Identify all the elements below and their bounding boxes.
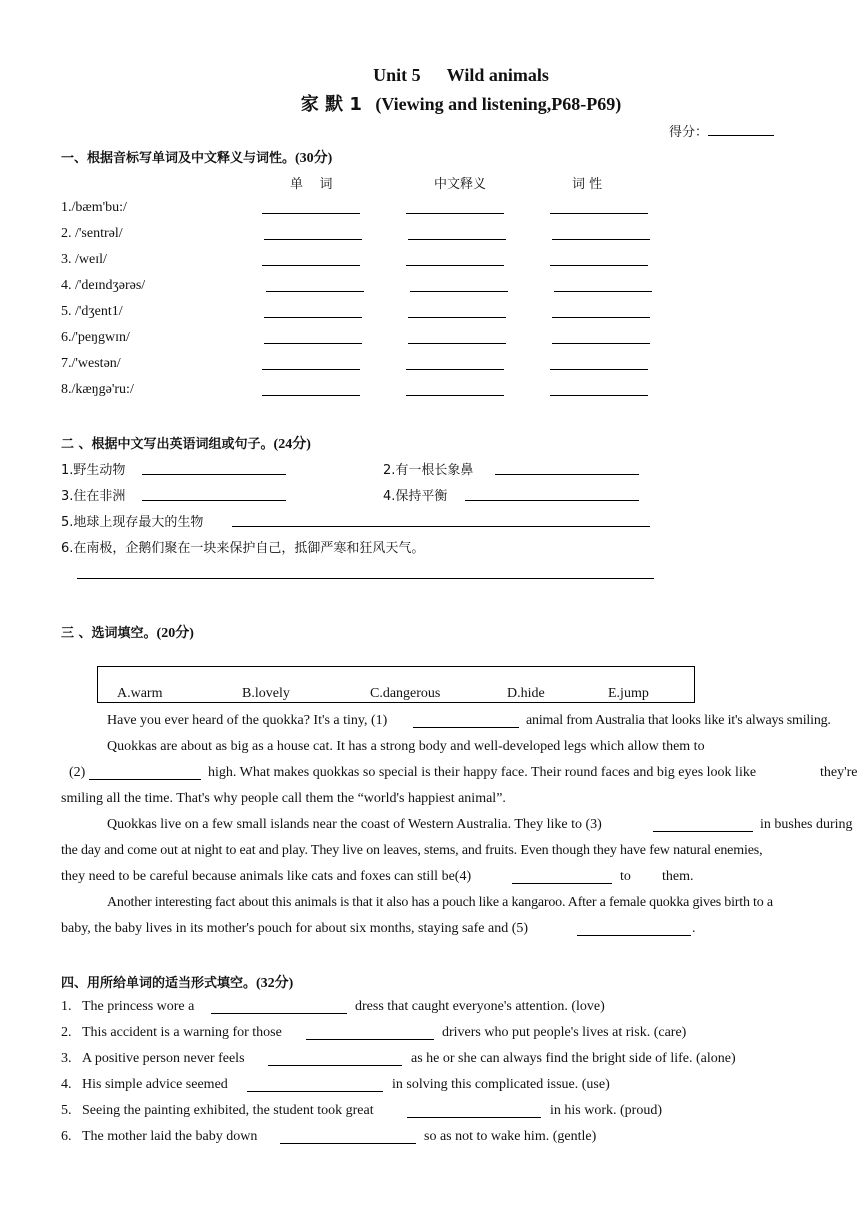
section3-title-text: 三 、选词填空。 xyxy=(61,626,157,641)
section3-title xyxy=(61,622,194,642)
question-number: 2. xyxy=(61,1025,72,1040)
passage-text: they need to be careful because animals like cats and foxes can still be(4) xyxy=(61,869,472,884)
cn-item: 6.在南极，企鹅们聚在一块来保护自己，抵御严寒和狂风天气。 xyxy=(61,541,425,556)
col-word-header: 单 词 xyxy=(290,177,333,192)
section2-points: (24分) xyxy=(273,437,311,452)
phonetic-item: 1./bæm'bu:/ xyxy=(61,200,127,215)
score-field xyxy=(669,121,774,140)
phonetic-item: 6./'peŋgwɪn/ xyxy=(61,330,130,345)
meaning-blank[interactable] xyxy=(408,239,506,240)
word-blank[interactable] xyxy=(262,395,360,396)
question-text: in solving this complicated issue. (use) xyxy=(392,1077,610,1092)
pos-blank[interactable] xyxy=(552,239,650,240)
section3-points: (20分) xyxy=(156,626,194,641)
passage-text: Quokkas live on a few small islands near the coast of Western Australia. They like to (3) xyxy=(107,817,602,832)
answer-blank[interactable] xyxy=(280,1143,416,1144)
word-blank[interactable] xyxy=(266,291,364,292)
section1-title xyxy=(61,147,332,167)
word-blank[interactable] xyxy=(264,317,362,318)
pos-blank[interactable] xyxy=(552,343,650,344)
passage-text: Quokkas are about as big as a house cat. It has a strong body and well-developed legs which allow them to xyxy=(107,739,705,754)
cn-item: 4.保持平衡 xyxy=(383,489,448,504)
meaning-blank[interactable] xyxy=(408,317,506,318)
subtitle-cn: 家 默 1 xyxy=(300,94,362,115)
passage-text: animal from Australia that looks like it's always smiling. xyxy=(526,713,831,728)
answer-blank[interactable] xyxy=(407,1117,541,1118)
answer-blank[interactable] xyxy=(465,500,639,501)
section4-title-text: 四、用所给单词的适当形式填空。 xyxy=(61,976,257,991)
passage-text: . xyxy=(692,921,696,936)
cn-item: 2.有一根长象鼻 xyxy=(383,463,474,478)
pos-blank[interactable] xyxy=(554,291,652,292)
question-text: as he or she can always find the bright side of life. (alone) xyxy=(411,1051,736,1066)
passage-text: to xyxy=(620,869,631,884)
answer-blank[interactable] xyxy=(247,1091,383,1092)
score-label: 得分： xyxy=(669,125,709,140)
answer-blank[interactable] xyxy=(142,474,286,475)
phonetic-item: 3. /weɪl/ xyxy=(61,252,107,267)
answer-blank[interactable] xyxy=(211,1013,347,1014)
phonetic-item: 8./kæŋgə'ru:/ xyxy=(61,382,134,397)
word-option: C.dangerous xyxy=(370,686,441,701)
answer-blank[interactable] xyxy=(142,500,286,501)
unit-label: Unit 5 xyxy=(373,65,421,85)
passage-text: high. What makes quokkas so special is their happy face. Their round faces and big eyes look like xyxy=(208,765,757,780)
word-option: A.warm xyxy=(117,686,163,701)
blank-4[interactable] xyxy=(512,883,612,884)
question-number: 5. xyxy=(61,1103,72,1118)
word-blank[interactable] xyxy=(262,265,360,266)
question-text: so as not to wake him. (gentle) xyxy=(424,1129,597,1144)
word-blank[interactable] xyxy=(262,369,360,370)
word-option: B.lovely xyxy=(242,686,290,701)
answer-blank[interactable] xyxy=(306,1039,434,1040)
meaning-blank[interactable] xyxy=(408,343,506,344)
question-text: A positive person never feels xyxy=(82,1051,245,1066)
word-option: D.hide xyxy=(507,686,545,701)
answer-blank[interactable] xyxy=(232,526,650,527)
pos-blank[interactable] xyxy=(552,317,650,318)
question-text: This accident is a warning for those xyxy=(82,1025,282,1040)
answer-blank[interactable] xyxy=(77,578,654,579)
word-blank[interactable] xyxy=(262,213,360,214)
question-text: dress that caught everyone's attention. (love) xyxy=(355,999,605,1014)
question-text: drivers who put people's lives at risk. (care) xyxy=(442,1025,687,1040)
passage-text: the day and come out at night to eat and play. They live on leaves, stems, and fruits. Even though they have few natural enemies, xyxy=(61,843,763,858)
question-text: The mother laid the baby down xyxy=(82,1129,258,1144)
meaning-blank[interactable] xyxy=(406,213,504,214)
unit-topic: Wild animals xyxy=(446,65,549,85)
col-meaning-header: 中文释义 xyxy=(434,177,487,192)
col-pos-header: 词 性 xyxy=(572,177,603,192)
subtitle-en: (Viewing and listening,P68-P69) xyxy=(375,94,622,114)
meaning-blank[interactable] xyxy=(406,265,504,266)
unit-title xyxy=(0,65,860,86)
word-blank[interactable] xyxy=(264,239,362,240)
cn-item: 5.地球上现存最大的生物 xyxy=(61,515,204,530)
passage-text: smiling all the time. That's why people call them the “world's happiest animal”. xyxy=(61,791,506,806)
passage-text: they're xyxy=(820,765,858,780)
meaning-blank[interactable] xyxy=(406,395,504,396)
cn-item: 3.住在非洲 xyxy=(61,489,126,504)
blank-5[interactable] xyxy=(577,935,691,936)
passage-text: in bushes during xyxy=(760,817,853,832)
pos-blank[interactable] xyxy=(550,265,648,266)
phonetic-item: 4. /'deɪndʒərəs/ xyxy=(61,278,146,293)
pos-blank[interactable] xyxy=(550,395,648,396)
blank-1[interactable] xyxy=(413,727,519,728)
word-option: E.jump xyxy=(608,686,649,701)
phonetic-item: 2. /'sentrəl/ xyxy=(61,226,123,241)
section1-title-text: 一、根据音标写单词及中文释义与词性。 xyxy=(61,151,296,166)
question-text: in his work. (proud) xyxy=(550,1103,662,1118)
passage-text: baby, the baby lives in its mother's pouch for about six months, staying safe and (5) xyxy=(61,921,529,936)
question-number: 3. xyxy=(61,1051,72,1066)
section2-title xyxy=(61,433,311,453)
passage-text: (2) xyxy=(69,765,86,780)
passage-text: Have you ever heard of the quokka? It's a tiny, (1) xyxy=(107,713,388,728)
section4-title xyxy=(61,972,293,992)
meaning-blank[interactable] xyxy=(410,291,508,292)
pos-blank[interactable] xyxy=(550,213,648,214)
question-number: 4. xyxy=(61,1077,72,1092)
section4-points: (32分) xyxy=(256,976,294,991)
blank-2[interactable] xyxy=(89,779,201,780)
word-blank[interactable] xyxy=(264,343,362,344)
blank-3[interactable] xyxy=(653,831,753,832)
section2-title-text: 二 、根据中文写出英语词组或句子。 xyxy=(61,437,274,452)
pos-blank[interactable] xyxy=(550,369,648,370)
passage-text: them. xyxy=(662,869,694,884)
cn-item: 1.野生动物 xyxy=(61,463,126,478)
phonetic-item: 7./'westən/ xyxy=(61,356,121,371)
section1-points: (30分) xyxy=(295,151,333,166)
meaning-blank[interactable] xyxy=(406,369,504,370)
answer-blank[interactable] xyxy=(268,1065,402,1066)
score-blank[interactable] xyxy=(708,121,774,136)
question-text: His simple advice seemed xyxy=(82,1077,228,1092)
answer-blank[interactable] xyxy=(495,474,639,475)
question-text: The princess wore a xyxy=(82,999,195,1014)
question-text: Seeing the painting exhibited, the student took great xyxy=(82,1103,374,1118)
passage-text: Another interesting fact about this animals is that it also has a pouch like a kangaroo. After a female quokka gives birth to a xyxy=(107,895,773,910)
question-number: 6. xyxy=(61,1129,72,1144)
page-subtitle xyxy=(0,90,860,116)
question-number: 1. xyxy=(61,999,72,1014)
phonetic-item: 5. /'dʒent1/ xyxy=(61,304,123,319)
